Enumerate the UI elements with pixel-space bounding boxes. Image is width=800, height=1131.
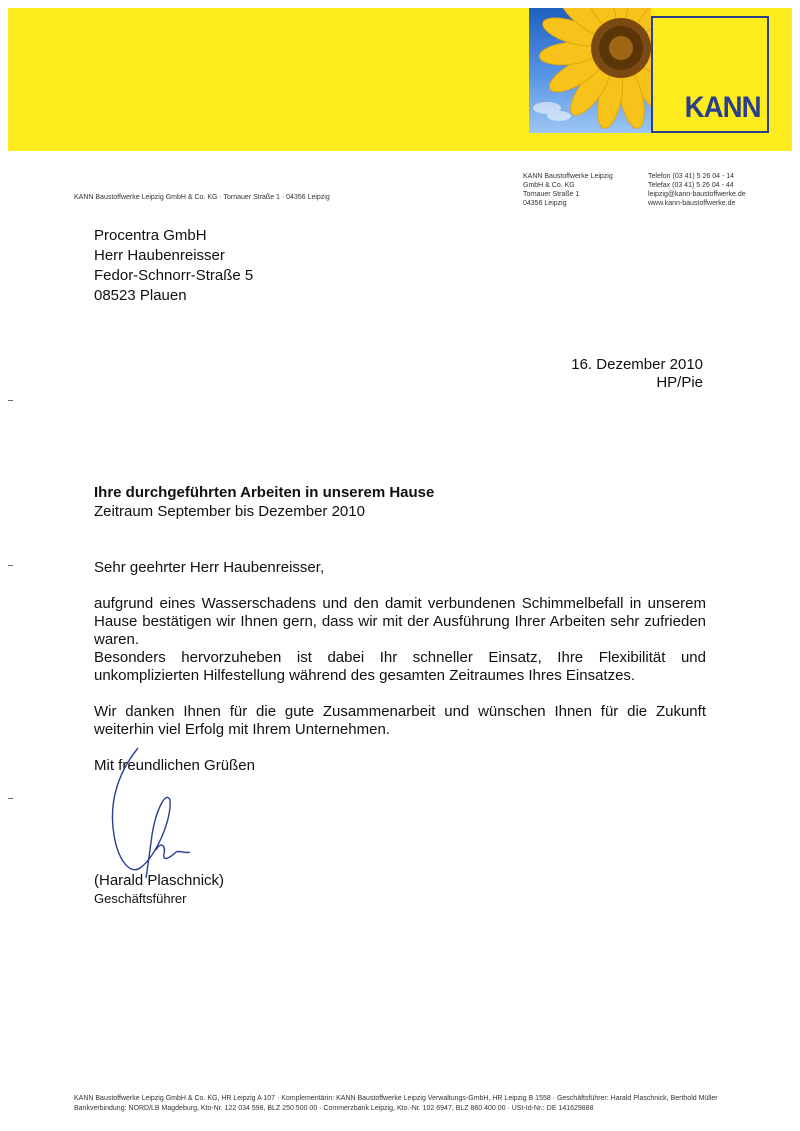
recipient-company: Procentra GmbH xyxy=(94,227,207,244)
sender-line: KANN Baustoffwerke Leipzig GmbH & Co. KG · Tornauer Straße 1 · 04356 Leipzig xyxy=(74,194,330,201)
subject-subtitle: Zeitraum September bis Dezember 2010 xyxy=(94,503,365,520)
company-address-line: KANN Baustoffwerke Leipzig xyxy=(523,173,613,180)
recipient-person: Herr Haubenreisser xyxy=(94,247,225,264)
paragraph: Wir danken Ihnen für die gute Zusammenarbeit und wünschen Ihnen für die Zukunft weiterhin viel Erfolg mit Ihrem Unternehmen. xyxy=(94,703,706,738)
signature-block xyxy=(94,872,224,908)
handwritten-signature xyxy=(100,740,210,890)
recipient-city: 08523 Plauen xyxy=(94,287,187,304)
company-address-line: Tornauer Straße 1 xyxy=(523,191,580,198)
company-address-line: GmbH & Co. KG xyxy=(523,182,575,189)
footer-line: Bankverbindung: NORD/LB Magdeburg, Kto-Nr. 122 034 598, BLZ 250 500 00 · Commerzbank Leipzig, Kto.-Nr. 102 6947, BLZ 860 400 00 · USt-Id-Nr.: DE 141629888 xyxy=(74,1105,594,1112)
recipient-address xyxy=(94,226,253,306)
email-link[interactable]: leipzig@kann-baustoffwerke.de xyxy=(648,191,746,198)
signer-name: (Harald Plaschnick) xyxy=(94,872,225,889)
company-contact xyxy=(648,172,746,208)
letterhead-banner xyxy=(8,8,792,151)
signer-title: Geschäftsführer xyxy=(94,891,187,906)
fax-line: Telefax (03 41) 5 26 04 - 44 xyxy=(648,182,734,189)
closing: Mit freundlichen Grüßen xyxy=(94,757,255,774)
subject xyxy=(94,483,434,521)
subject-title: Ihre durchgeführten Arbeiten in unserem Hause xyxy=(94,484,435,501)
website-link[interactable]: www.kann-baustoffwerke.de xyxy=(648,200,736,207)
kann-logo: KANN xyxy=(684,91,761,124)
salutation: Sehr geehrter Herr Haubenreisser, xyxy=(94,559,325,576)
fold-mark xyxy=(8,400,13,401)
footer xyxy=(74,1094,718,1114)
letter-reference: HP/Pie xyxy=(656,374,703,391)
paragraph: Besonders hervorzuheben ist dabei Ihr schneller Einsatz, Ihre Flexibilität und unkomplizierten Hilfestellung während des gesamten Zeitraumes Ihres Einsatzes. xyxy=(94,649,706,684)
sunflower-image xyxy=(529,8,651,133)
recipient-street: Fedor-Schnorr-Straße 5 xyxy=(94,267,254,284)
footer-line: KANN Baustoffwerke Leipzig GmbH & Co. KG, HR Leipzig A 107 · Komplementärin: KANN Baustoffwerke Leipzig Verwaltungs-GmbH, HR Leipzig B 1558 · Geschäftsführer: Harald Plaschnick, Berthold Müller xyxy=(74,1095,718,1102)
logo-box xyxy=(651,16,769,133)
company-address xyxy=(523,172,613,208)
company-address-line: 04356 Leipzig xyxy=(523,200,567,207)
paragraph: aufgrund eines Wasserschadens und den damit verbundenen Schimmelbefall in unserem Hause bestätigen wir Ihnen gern, dass wir mit der Ausführung Ihrer Arbeiten sehr zufrieden waren. xyxy=(94,595,706,648)
letter-meta xyxy=(571,356,703,392)
letter-date: 16. Dezember 2010 xyxy=(571,356,703,373)
phone-line: Telefon (03 41) 5 26 04 - 14 xyxy=(648,173,735,180)
fold-mark xyxy=(8,798,13,799)
punch-mark xyxy=(8,565,13,566)
